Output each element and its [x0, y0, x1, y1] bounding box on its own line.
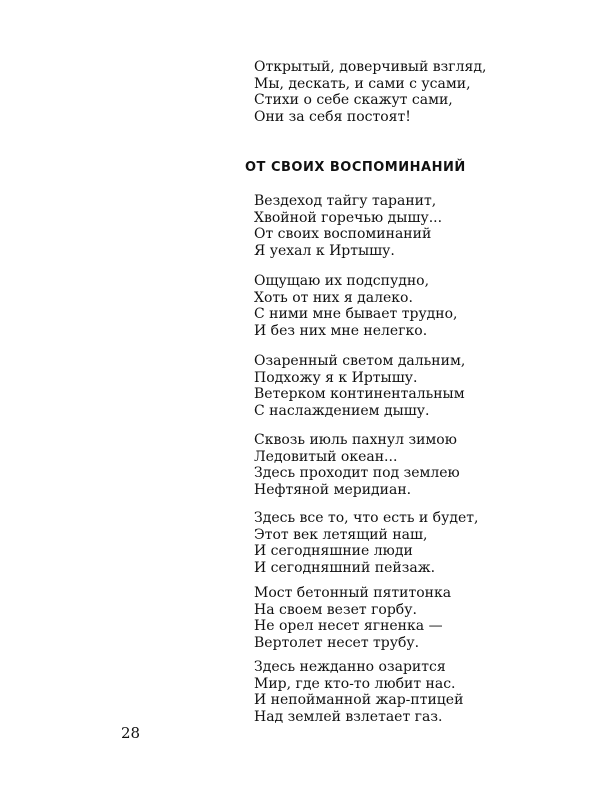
verse-line: Вездеход тайгу таранит, [254, 193, 437, 209]
verse-line: Мост бетонный пятитонка [254, 585, 452, 601]
verse-line: Вертолет несет трубу. [254, 634, 420, 651]
stanza-6 [254, 585, 584, 651]
verse-line: Они за себя постоят! [254, 108, 411, 125]
poem-title: ОТ СВОИХ ВОСПОМИНАНИЙ [245, 160, 466, 175]
verse-line: Хоть от них я далеко. [254, 289, 413, 306]
verse-line: Ощущаю их подспудно, [254, 273, 430, 289]
verse-line: Хвойной горечью дышу... [254, 209, 443, 226]
verse-line: Нефтяной меридиан. [254, 481, 412, 498]
stanza-7 [254, 659, 584, 725]
verse-line: И сегодняшние люди [254, 543, 413, 560]
verse-line: На своем везет горбу. [254, 601, 417, 618]
stanza-3 [254, 353, 584, 419]
verse-line: Здесь проходит под землею [254, 465, 460, 482]
stanza-5 [254, 510, 584, 576]
verse-line: Я уехал к Иртышу. [254, 242, 395, 259]
verse-line: Ледовитый океан... [254, 448, 398, 465]
verse-line: Не орел несет ягненка — [254, 618, 443, 635]
intro-stanza [254, 59, 584, 125]
verse-line: Стихи о себе скажут сами, [254, 92, 453, 109]
stanza-2 [254, 273, 584, 339]
verse-line: С наслаждением дышу. [254, 402, 430, 419]
page-number: 28 [121, 724, 141, 742]
verse-line: Открытый, доверчивый взгляд, [254, 59, 487, 75]
verse-line: И сегодняшний пейзаж. [254, 559, 436, 576]
verse-line: От своих воспоминаний [254, 226, 432, 243]
verse-line: Озаренный светом дальним, [254, 353, 466, 369]
stanza-1 [254, 193, 584, 259]
verse-line: Мир, где кто-то любит нас. [254, 675, 456, 692]
verse-line: Сквозь июль пахнул зимою [254, 432, 457, 448]
stanza-4 [254, 432, 584, 498]
verse-line: Здесь нежданно озарится [254, 659, 446, 675]
verse-line: И непойманной жар-птицей [254, 692, 464, 709]
verse-line: Здесь все то, что есть и будет, [254, 510, 479, 526]
verse-line: Этот век летящий наш, [254, 526, 428, 543]
verse-line: И без них мне нелегко. [254, 322, 428, 339]
verse-line: Над землей взлетает газ. [254, 708, 443, 725]
verse-line: Подхожу я к Иртышу. [254, 369, 418, 386]
verse-line: С ними мне бывает трудно, [254, 306, 458, 323]
verse-line: Мы, дескать, и сами с усами, [254, 75, 471, 92]
verse-line: Ветерком континентальным [254, 386, 465, 403]
